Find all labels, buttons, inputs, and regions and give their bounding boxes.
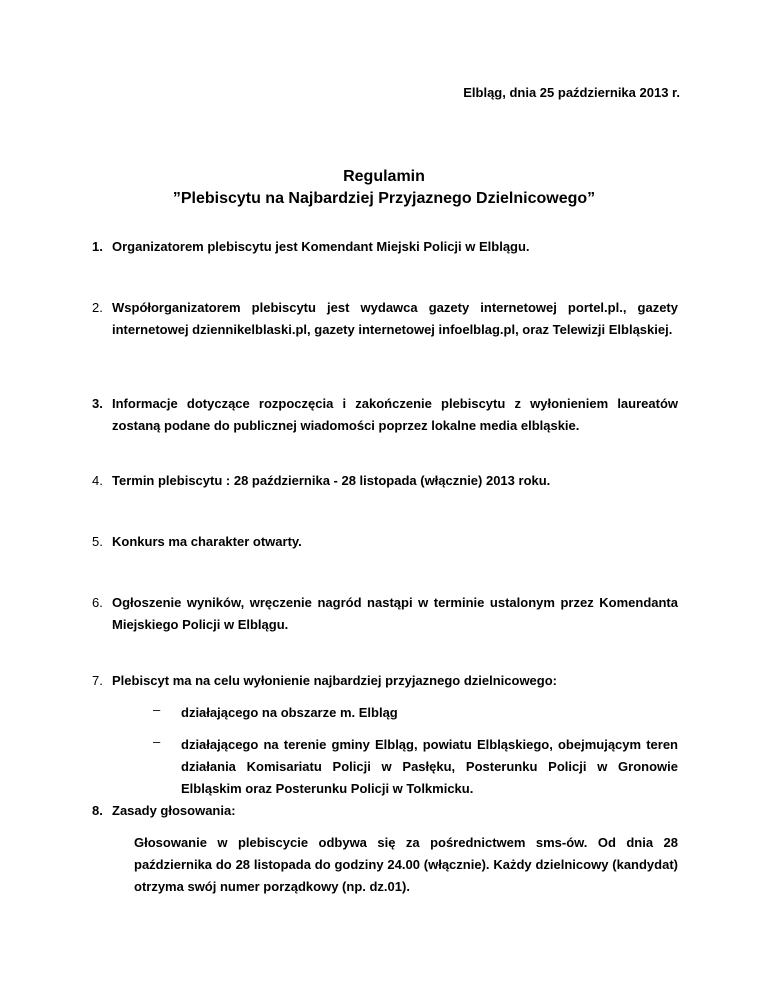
list-item-number: 2. (92, 300, 103, 315)
list-item-text: Konkurs ma charakter otwarty. (112, 534, 302, 549)
list-item (92, 393, 678, 437)
list-item-number: 8. (92, 803, 103, 818)
list-item (92, 670, 678, 692)
list-item-text: Termin plebiscytu : 28 października - 28 listopada (włącznie) 2013 roku. (112, 473, 551, 488)
voting-paragraph: Głosowanie w plebiscycie odbywa się za pośrednictwem sms-ów. Od dnia 28 października do 28 listopada do godziny 24.00 (włącznie). Każdy dzielnicowy (kandydat) otrzyma swój numer porządkowy (np. dz.01). (134, 835, 678, 894)
list-item-text: Zasady głosowania: (112, 803, 236, 818)
list-item (92, 592, 678, 636)
list-item (92, 297, 678, 341)
list-item (92, 236, 678, 258)
list-item-number: 6. (92, 595, 103, 610)
list-item-number: 7. (92, 673, 103, 688)
list-item (92, 470, 678, 492)
document-title: Regulamin (343, 168, 425, 185)
list-item-text: Informacje dotyczące rozpoczęcia i zakończenie plebiscytu z wyłonieniem laureatów zostaną podane do publicznej wiadomości poprzez lokalne media elbląskie. (112, 396, 678, 433)
list-item (92, 531, 678, 553)
dash-bullet: – (153, 734, 161, 749)
list-item-text: Organizatorem plebiscytu jest Komendant Miejski Policji w Elblągu. (112, 239, 530, 254)
list-item-number: 1. (92, 239, 103, 254)
document-date: Elbląg, dnia 25 października 2013 r. (463, 85, 680, 100)
document-subtitle: ”Plebiscytu na Najbardziej Przyjaznego Dzielnicowego” (172, 190, 596, 207)
dash-bullet: – (153, 702, 161, 717)
list-item-number: 5. (92, 534, 103, 549)
list-item (92, 800, 678, 822)
sub-list-item: działającego na obszarze m. Elbląg (181, 705, 398, 720)
list-item-text: Współorganizatorem plebiscytu jest wydawca gazety internetowej portel.pl., gazety internetowej dziennikelblaski.pl, gazety internetowej infoelblag.pl, oraz Telewizji Elbląskiej. (112, 300, 678, 337)
list-item-text: Ogłoszenie wyników, wręczenie nagród nastąpi w terminie ustalonym przez Komendanta Miejskiego Policji w Elblągu. (112, 595, 678, 632)
sub-list-item: działającego na terenie gminy Elbląg, powiatu Elbląskiego, obejmującym teren działania Komisariatu Policji w Pasłęku, Posterunku Policji w Gronowie Elbląskim oraz Posterunku Policji w Tolkmicku. (181, 737, 678, 796)
list-item-text: Plebiscyt ma na celu wyłonienie najbardziej przyjaznego dzielnicowego: (112, 673, 558, 688)
list-item-number: 4. (92, 473, 103, 488)
list-item-number: 3. (92, 396, 103, 411)
